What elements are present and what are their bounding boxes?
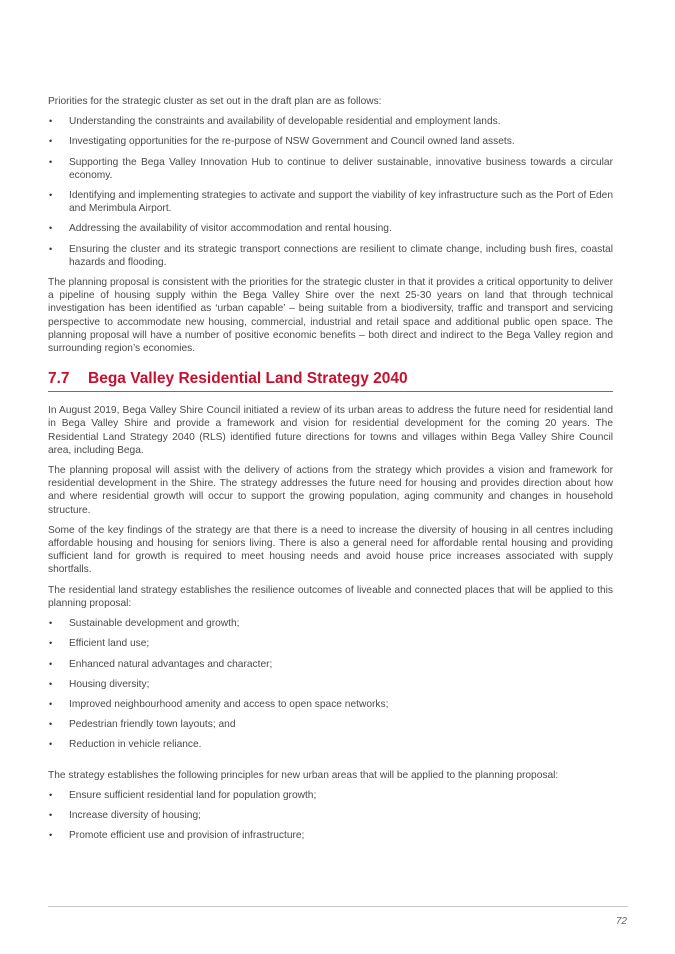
bullet-icon: • (49, 789, 53, 800)
priorities-list (48, 115, 613, 269)
bullet-icon: • (49, 698, 53, 709)
bullet-icon: • (49, 243, 53, 254)
list-item: • Supporting the Bega Valley Innovation Hub to continue to deliver sustainable, innovative business towards a circular economy. (49, 156, 613, 181)
bullet-icon: • (49, 739, 53, 750)
list-item: • Ensure sufficient residential land for population growth; (49, 789, 317, 801)
list-item: • Efficient land use; (49, 638, 150, 650)
section-title: Bega Valley Residential Land Strategy 2040 (88, 370, 408, 388)
bullet-icon: • (49, 719, 53, 730)
bullet-icon: • (49, 190, 53, 201)
section-number: 7.7 (48, 370, 70, 388)
principles-list (48, 789, 613, 843)
outcomes-list (48, 617, 613, 751)
page-number: 72 (615, 916, 627, 927)
body-paragraph: In August 2019, Bega Valley Shire Council initiated a review of its urban areas to address the future need for residential land in Bega Valley Shire and provide a framework and vision for residential development for the coming 20 years. The Residential Land Strategy 2040 (RLS) identified future directions for towns and villages within Bega Valley Shire Council area, including Bega. (48, 405, 613, 456)
list-item: • Enhanced natural advantages and character; (49, 658, 273, 670)
bullet-icon: • (49, 809, 53, 820)
bullet-icon: • (49, 223, 53, 234)
priorities-intro: Priorities for the strategic cluster as set out in the draft plan are as follows: (48, 96, 382, 107)
bullet-icon: • (49, 678, 53, 689)
list-item: • Improved neighbourhood amenity and access to open space networks; (49, 698, 389, 710)
list-item: • Sustainable development and growth; (49, 618, 240, 630)
list-item: • Ensuring the cluster and its strategic transport connections are resilient to climate change, including bush fires, coastal hazards and flooding. (49, 243, 613, 268)
list-item: • Addressing the availability of visitor accommodation and rental housing. (49, 223, 392, 235)
list-item: • Increase diversity of housing; (49, 809, 201, 821)
list-item: • Housing diversity; (49, 678, 150, 690)
body-paragraph: The residential land strategy establishes the resilience outcomes of liveable and connected places that will be applied to this planning proposal: (48, 584, 613, 609)
principles-intro: The strategy establishes the following principles for new urban areas that will be applied to the planning proposal: (48, 769, 559, 781)
list-item: • Identifying and implementing strategies to activate and support the viability of key infrastructure such as the Port of Eden and Merimbula Airport. (49, 190, 613, 215)
footer-divider (48, 906, 628, 907)
list-item: • Understanding the constraints and availability of developable residential and employment lands. (49, 116, 501, 128)
bullet-icon: • (49, 618, 53, 629)
bullet-icon: • (49, 658, 53, 669)
bullet-icon: • (49, 156, 53, 167)
list-item: • Reduction in vehicle reliance. (49, 739, 202, 751)
bullet-icon: • (49, 638, 53, 649)
bullet-icon: • (49, 830, 53, 841)
spacer (48, 759, 613, 769)
body-paragraph: Some of the key findings of the strategy are that there is a need to increase the diversity of housing in all centres including affordable housing and housing for seniors living. There is also a general need for affordable rental housing and providing sufficient land for growth is required to meet housing needs and avoid house price increases associated with supply shortfalls. (48, 524, 613, 576)
list-item: • Pedestrian friendly town layouts; and (49, 719, 236, 731)
page-content (48, 95, 613, 849)
consistency-paragraph: The planning proposal is consistent with the priorities for the strategic cluster in that it provides a critical opportunity to deliver a pipeline of housing supply within the Bega Valley Shire over the next 25-30 years on land that through technical investigation has been identified as ‘urban capable’ – being suitable from a biodiversity, traffic and transport and servicing perspective to accommodate new housing, commercial, industrial and retail space and additional public open space. The planning proposal will have a number of positive economic benefits – both direct and indirect to the Bega Valley region and surrounding region’s economies. (48, 277, 613, 355)
list-item: • Promote efficient use and provision of infrastructure; (49, 830, 305, 842)
bullet-icon: • (49, 136, 53, 147)
body-paragraph: The planning proposal will assist with the delivery of actions from the strategy which provides a vision and framework for residential development in the Shire. The strategy addresses the future need for housing and provides direction about how and where residential growth will occur to support the growing population, aging community and changes in household structure. (48, 465, 613, 516)
section-heading (48, 370, 613, 392)
bullet-icon: • (49, 116, 53, 127)
list-item: • Investigating opportunities for the re-purpose of NSW Government and Council owned land assets. (49, 136, 515, 148)
